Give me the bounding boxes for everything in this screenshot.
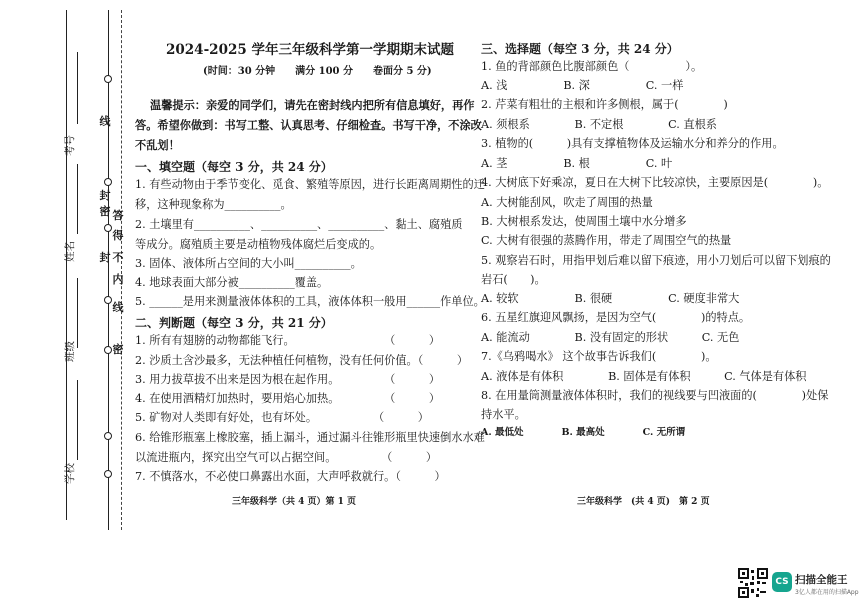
option-line: A. 能流动 B. 没有固定的形状 C. 无色 xyxy=(481,331,740,344)
name-blank[interactable] xyxy=(77,164,78,234)
name-label: 姓名 xyxy=(64,241,76,262)
qr-code-icon xyxy=(738,568,768,598)
question-line: 4. 在使用酒精灯加热时，要用焰心加热。 （ ） xyxy=(135,392,441,405)
exam-subtitle: (时间：30 分钟 满分 100 分 卷面分 5 分) xyxy=(203,66,432,77)
school-blank[interactable] xyxy=(77,380,78,460)
question-line: 移，这种现象称为__________。 xyxy=(135,198,292,211)
question-line: 2. 土壤里有__________、__________、__________、黏土、腐殖质 xyxy=(135,218,463,231)
question-line: 岩石( )。 xyxy=(481,273,546,286)
seal-char: 线 xyxy=(99,115,111,128)
app-name: 扫描全能王 xyxy=(795,574,848,586)
question-line: 1. 鱼的背部颜色比腹部颜色（ ）。 xyxy=(481,60,703,73)
exam-number-label: 考号 xyxy=(64,135,76,156)
question-line: 7. 不慎落水，不必使口鼻露出水面，大声呼救就行。（ ） xyxy=(135,470,446,483)
section-heading: 二、判断题（每空 3 分，共 21 分） xyxy=(135,316,333,330)
option-line: A. 较软 B. 很硬 C. 硬度非常大 xyxy=(481,292,740,305)
exam-title: 2024-2025 学年三年级科学第一学期期末试题 xyxy=(166,42,454,58)
binding-hole xyxy=(104,470,112,478)
option-line: A. 茎 B. 根 C. 叶 xyxy=(481,157,673,170)
seal-char: 封 xyxy=(99,251,111,264)
question-line: 1. 所有有翅膀的动物都能飞行。 （ ） xyxy=(135,334,441,347)
option-line: C. 大树有很强的蒸腾作用，带走了周围空气的热量 xyxy=(481,234,732,247)
question-line: 1. 有些动物由于季节变化、觅食、繁殖等原因，进行长距离周期性的迁 xyxy=(135,178,485,191)
option-line: A. 液体是有体积 B. 固体是有体积 C. 气体是有体积 xyxy=(481,370,807,383)
seal-char: 答 xyxy=(112,209,124,222)
question-line: 4. 大树底下好乘凉，夏日在大树下比较凉快，主要原因是( )。 xyxy=(481,176,829,189)
seal-char: 得 xyxy=(112,229,124,242)
question-line: 2. 芹菜有粗壮的主根和许多侧根，属于( ) xyxy=(481,98,728,111)
question-line: 7.《乌鸦喝水》 这个故事告诉我们( )。 xyxy=(481,350,717,363)
seal-char: 不 xyxy=(112,251,124,264)
question-line: 6. 给锥形瓶塞上橡胶塞，插上漏斗，通过漏斗往锥形瓶里快速倒水水难 xyxy=(135,431,485,444)
question-line: 5. 矿物对人类即有好处，也有坏处。 （ ） xyxy=(135,411,429,424)
app-tagline: 3亿人都在用的扫描App xyxy=(795,589,859,596)
binding-line-inner xyxy=(108,10,109,530)
binding-hole xyxy=(104,432,112,440)
seal-char: 密 xyxy=(112,343,124,356)
question-line: 3. 植物的( )具有支撑植物体及运输水分和养分的作用。 xyxy=(481,137,784,150)
option-line: A. 大树能刮风，吹走了周围的热量 xyxy=(481,196,653,209)
question-line: 以流进瓶内，探究出空气可以占据空间。 （ ） xyxy=(135,451,438,464)
class-label: 班级 xyxy=(64,341,76,362)
question-line: 8. 在用量筒测量液体体积时，我们的视线要与凹液面的( )处保 xyxy=(481,389,829,402)
question-line: 6. 五星红旗迎风飘扬，是因为空气( )的特点。 xyxy=(481,311,751,324)
question-line: 5. ______是用来测量液体体积的工具，液体体积一般用______作单位。 xyxy=(135,295,485,308)
question-line: 持水平。 xyxy=(481,408,526,421)
school-label: 学校 xyxy=(64,463,76,484)
tip-line: 答。希望你做到：书写工整、认真思考、仔细检查。书写干净，不涂改 xyxy=(135,118,482,132)
option-line: A. 浅 B. 深 C. 一样 xyxy=(481,79,684,92)
camscanner-logo xyxy=(772,572,792,592)
binding-hole xyxy=(104,75,112,83)
binding-line-outer xyxy=(66,10,67,520)
binding-dashed-line xyxy=(121,10,122,530)
class-blank[interactable] xyxy=(77,278,78,348)
option-line: A. 最低处 B. 最高处 C. 无所谓 xyxy=(481,427,686,438)
seal-char: 封 xyxy=(99,189,111,202)
tip-line: 温馨提示：亲爱的同学们，请先在密封线内把所有信息填好，再作 xyxy=(150,98,475,112)
question-line: 3. 固体、液体所占空间的大小叫__________。 xyxy=(135,257,362,270)
section-heading: 一、填空题（每空 3 分，共 24 分） xyxy=(135,160,333,174)
section-heading: 三、选择题（每空 3 分，共 24 分） xyxy=(481,42,679,56)
logo-text: CS xyxy=(775,577,789,587)
exam-number-blank[interactable] xyxy=(77,52,78,124)
tip-line: 不乱划！ xyxy=(135,138,180,152)
seal-char: 线 xyxy=(112,301,124,314)
page-footer: 三年级科学 (共 4 页) 第 2 页 xyxy=(577,497,710,507)
seal-char: 内 xyxy=(112,273,124,286)
seal-char: 密 xyxy=(99,205,111,218)
page-footer: 三年级科学（共 4 页）第 1 页 xyxy=(232,497,357,507)
binding-hole xyxy=(104,178,112,186)
question-line: 2. 沙质土含沙最多，无法种植任何植物，没有任何价值。（ ） xyxy=(135,354,469,367)
question-line: 4. 地球表面大部分被__________覆盖。 xyxy=(135,276,329,289)
question-line: 3. 用力拔草拔不出来是因为根在起作用。 （ ） xyxy=(135,373,441,386)
question-line: 等成分。腐殖质主要是动植物残体腐烂后变成的。 xyxy=(135,238,382,251)
question-line: 5. 观察岩石时，用指甲划后难以留下痕迹，用小刀划后可以留下划痕的 xyxy=(481,254,831,267)
option-line: B. 大树根系发达，使周围土壤中水分增多 xyxy=(481,215,687,228)
option-line: A. 须根系 B. 不定根 C. 直根系 xyxy=(481,118,717,131)
